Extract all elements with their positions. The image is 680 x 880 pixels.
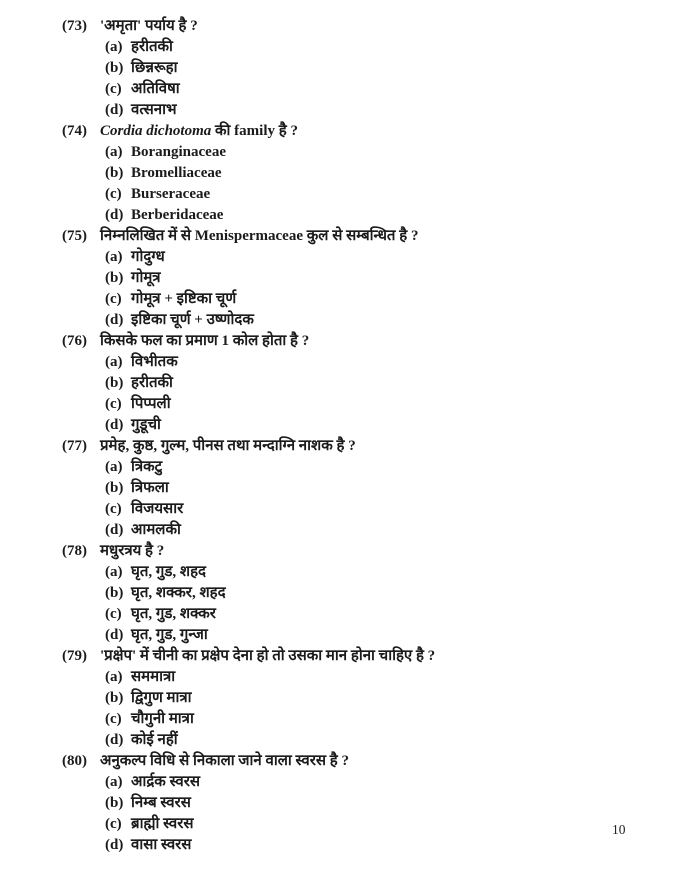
option-letter: (b) — [105, 690, 124, 706]
option-line — [62, 730, 642, 751]
option-line — [62, 688, 642, 709]
page-number: 10 — [612, 822, 626, 837]
option-letter: (a) — [105, 144, 123, 160]
option-letter: (c) — [105, 396, 122, 412]
question-number: (76) — [62, 333, 87, 349]
option-text: हरीतकी — [131, 39, 173, 55]
option-text: घृत, गुड, शक्कर — [131, 606, 216, 622]
option-line — [62, 772, 642, 793]
question-77 — [62, 436, 642, 541]
option-letter: (a) — [105, 354, 123, 370]
option-line — [62, 205, 642, 226]
question-text — [100, 18, 198, 34]
question-text-body: की family है ? — [211, 123, 298, 139]
option-text: हरीतकी — [131, 375, 173, 391]
question-text-body: मधुरत्रय है ? — [100, 543, 165, 559]
option-letter: (d) — [105, 522, 124, 538]
option-letter: (d) — [105, 207, 124, 223]
option-line — [62, 394, 642, 415]
question-text — [100, 648, 435, 664]
option-text: घृत, शक्कर, शहद — [131, 585, 226, 601]
question-74 — [62, 121, 642, 226]
question-text-body: 'अमृता' पर्याय है ? — [100, 18, 198, 34]
option-line — [62, 625, 642, 646]
question-paper-page — [62, 16, 642, 856]
question-line — [62, 646, 642, 667]
question-line — [62, 331, 642, 352]
question-79 — [62, 646, 642, 751]
option-text: Boranginaceae — [131, 144, 226, 160]
option-letter: (a) — [105, 39, 123, 55]
option-line — [62, 310, 642, 331]
question-line — [62, 436, 642, 457]
option-letter: (c) — [105, 81, 122, 97]
option-text: Burseraceae — [131, 186, 211, 202]
option-line — [62, 583, 642, 604]
option-line — [62, 79, 642, 100]
question-botanical-name: Cordia dichotoma — [100, 123, 212, 139]
option-line — [62, 247, 642, 268]
option-text: पिप्पली — [131, 396, 171, 412]
option-text: सममात्रा — [131, 669, 176, 685]
option-letter: (b) — [105, 795, 124, 811]
option-text: ब्राह्मी स्वरस — [131, 816, 194, 832]
question-80 — [62, 751, 642, 856]
option-letter: (b) — [105, 480, 124, 496]
question-line — [62, 121, 642, 142]
option-line — [62, 478, 642, 499]
option-letter: (b) — [105, 165, 124, 181]
question-line — [62, 541, 642, 562]
question-line — [62, 226, 642, 247]
option-letter: (a) — [105, 459, 123, 475]
option-letter: (d) — [105, 732, 124, 748]
option-line — [62, 709, 642, 730]
option-letter: (b) — [105, 270, 124, 286]
option-line — [62, 58, 642, 79]
option-text: Berberidaceae — [131, 207, 224, 223]
question-text — [100, 228, 418, 244]
question-text-body: किसके फल का प्रमाण 1 कोल होता है ? — [100, 333, 310, 349]
option-line — [62, 667, 642, 688]
option-letter: (a) — [105, 564, 123, 580]
question-73 — [62, 16, 642, 121]
question-number: (75) — [62, 228, 87, 244]
option-line — [62, 835, 642, 856]
option-line — [62, 289, 642, 310]
option-text: वत्सनाभ — [131, 102, 177, 118]
option-text: घृत, गुड, शहद — [131, 564, 207, 580]
option-text: कोई नहीं — [131, 732, 178, 748]
question-line — [62, 751, 642, 772]
option-letter: (a) — [105, 249, 123, 265]
option-line — [62, 604, 642, 625]
option-text: विभीतक — [131, 354, 178, 370]
option-line — [62, 415, 642, 436]
option-letter: (c) — [105, 711, 122, 727]
option-letter: (b) — [105, 60, 124, 76]
question-number: (74) — [62, 123, 87, 139]
option-line — [62, 373, 642, 394]
option-text: आर्द्रक स्वरस — [131, 774, 201, 790]
option-text: वासा स्वरस — [131, 837, 192, 853]
option-text: गोमूत्र + इष्टिका चूर्ण — [131, 291, 237, 307]
option-letter: (c) — [105, 816, 122, 832]
option-text: निम्ब स्वरस — [131, 795, 191, 811]
option-line — [62, 37, 642, 58]
option-letter: (a) — [105, 669, 123, 685]
question-text — [100, 123, 298, 139]
option-letter: (d) — [105, 417, 124, 433]
option-letter: (d) — [105, 627, 124, 643]
option-line — [62, 520, 642, 541]
option-letter: (c) — [105, 291, 122, 307]
option-letter: (d) — [105, 837, 124, 853]
question-text — [100, 438, 356, 454]
question-text — [100, 333, 309, 349]
question-text-body: प्रमेह, कुष्ठ, गुल्म, पीनस तथा मन्दाग्नि नाशक है ? — [100, 438, 356, 454]
question-76 — [62, 331, 642, 436]
option-text: अतिविषा — [131, 81, 180, 97]
question-78 — [62, 541, 642, 646]
option-letter: (c) — [105, 186, 122, 202]
option-line — [62, 163, 642, 184]
question-75 — [62, 226, 642, 331]
option-letter: (d) — [105, 312, 124, 328]
option-letter: (c) — [105, 606, 122, 622]
option-text: त्रिकटु — [131, 459, 163, 475]
option-line — [62, 352, 642, 373]
option-text: गोमूत्र — [131, 270, 161, 286]
option-letter: (b) — [105, 585, 124, 601]
question-number: (77) — [62, 438, 87, 454]
option-line — [62, 100, 642, 121]
option-line — [62, 184, 642, 205]
option-letter: (c) — [105, 501, 122, 517]
option-letter: (b) — [105, 375, 124, 391]
option-text: Bromelliaceae — [131, 165, 222, 181]
question-text — [100, 753, 349, 769]
option-line — [62, 268, 642, 289]
option-line — [62, 793, 642, 814]
option-text: चौगुनी मात्रा — [131, 711, 194, 727]
option-line — [62, 142, 642, 163]
option-text: गोदुग्ध — [131, 249, 165, 265]
question-line — [62, 16, 642, 37]
question-text-body: निम्नलिखित में से Menispermaceae कुल से सम्बन्धित है ? — [100, 228, 419, 244]
question-number: (78) — [62, 543, 87, 559]
option-line — [62, 562, 642, 583]
question-number: (73) — [62, 18, 87, 34]
option-text: गुडूची — [131, 417, 161, 433]
option-text: विजयसार — [131, 501, 184, 517]
option-letter: (a) — [105, 774, 123, 790]
option-text: घृत, गुड, गुन्जा — [131, 627, 208, 643]
option-text: द्विगुण मात्रा — [131, 690, 192, 706]
option-text: आमलकी — [131, 522, 181, 538]
option-line — [62, 499, 642, 520]
question-text — [100, 543, 164, 559]
question-number: (79) — [62, 648, 87, 664]
option-text: छिन्नरूहा — [131, 60, 178, 76]
option-line — [62, 814, 642, 835]
option-text: त्रिफला — [131, 480, 169, 496]
question-text-body: 'प्रक्षेप' में चीनी का प्रक्षेप देना हो तो उसका मान होना चाहिए है ? — [100, 648, 436, 664]
option-letter: (d) — [105, 102, 124, 118]
option-text: इष्टिका चूर्ण + उष्णोदक — [131, 312, 254, 328]
option-line — [62, 457, 642, 478]
question-number: (80) — [62, 753, 87, 769]
question-text-body: अनुकल्प विधि से निकाला जाने वाला स्वरस है ? — [100, 753, 349, 769]
